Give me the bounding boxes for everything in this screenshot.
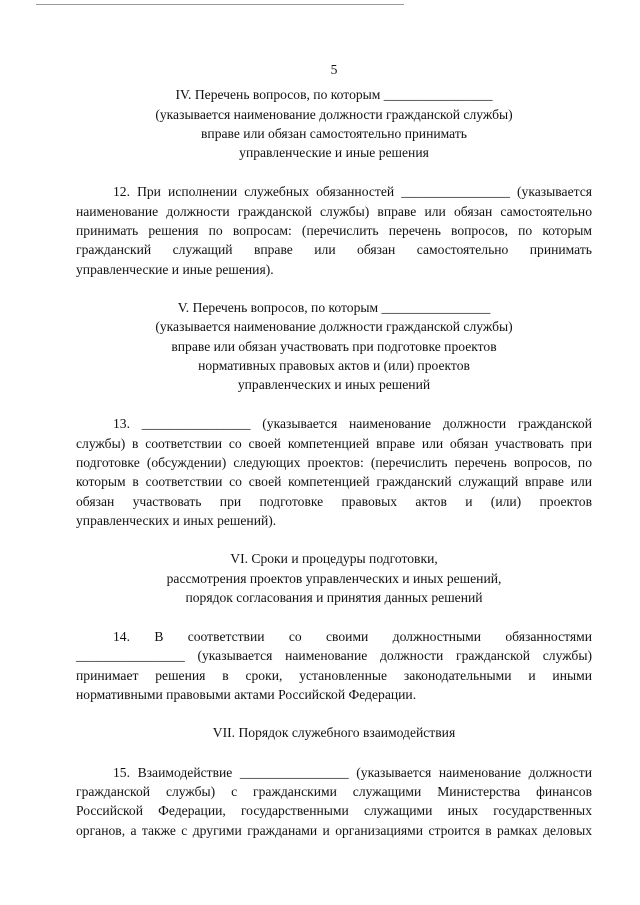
paragraph-line: 13. ________________ (указывается наименование должности гражданской: [113, 416, 592, 432]
paragraph-line: гражданский служащий вправе или обязан самостоятельно принимать: [76, 242, 592, 258]
paragraph-13: [76, 414, 592, 530]
heading-line: порядок согласования и принятия данных решений: [185, 589, 483, 605]
section-iv-heading: [76, 85, 592, 162]
paragraph-line: Российской Федерации, государственными служащими иных государственных: [76, 803, 592, 819]
paragraph-line: ________________ (указывается наименование должности гражданской службы): [76, 648, 592, 664]
paragraph-line: 12. При исполнении служебных обязанностей ________________ (указывается: [113, 184, 592, 200]
heading-line: управленческие и иные решения: [239, 145, 429, 161]
section-vi-heading: [76, 549, 592, 607]
heading-line: вправе или обязан самостоятельно принимать: [201, 125, 467, 141]
section-vii-heading: [76, 723, 592, 742]
heading-line: (указывается наименование должности гражданской службы): [155, 106, 513, 122]
heading-line: IV. Перечень вопросов, по которым ________________: [175, 87, 493, 103]
paragraph-line: управленческие и иные решения).: [76, 261, 274, 277]
paragraph-line: подготовке (обсуждении) следующих проектов: (перечислить перечень вопросов, по: [76, 455, 592, 471]
paragraph-line: гражданской службы) с гражданскими служащими Министерства финансов: [76, 783, 592, 799]
paragraph-line: принимать решения по вопросам: (перечислить перечень вопросов, по которым: [76, 223, 592, 239]
paragraph-line: службы) в соответствии со своей компетенцией вправе или обязан участвовать при: [76, 435, 592, 451]
paragraph-line: управленческих и иных решений).: [76, 512, 277, 528]
section-v-heading: [76, 298, 592, 394]
heading-line: VI. Сроки и процедуры подготовки,: [230, 551, 438, 567]
paragraph-line: наименование должности гражданской службы) вправе или обязан самостоятельно: [76, 203, 592, 219]
heading-line: управленческих и иных решений: [237, 377, 431, 393]
paragraph-14: [76, 627, 592, 704]
paragraph-line: органов, а также с другими гражданами и организациями строится в рамках деловых: [76, 822, 592, 838]
paragraph-line: принимает решения в сроки, установленные законодательными и иными: [76, 667, 592, 683]
page-number: 5: [330, 62, 338, 77]
paragraph-15: [76, 763, 592, 840]
heading-line: вправе или обязан участвовать при подготовке проектов: [171, 338, 497, 354]
paragraph-line: которым в соответствии со своей компетенцией гражданский служащий вправе или: [76, 474, 592, 490]
scan-edge-line: [36, 4, 404, 5]
paragraph-line: обязан участвовать при подготовке правовых актов и (или) проектов: [76, 493, 592, 509]
heading-line: V. Перечень вопросов, по которым ________________: [177, 299, 491, 315]
document-page: [76, 60, 592, 840]
heading-line: (указывается наименование должности гражданской службы): [155, 319, 513, 335]
paragraph-line: 14. В соответствии со своими должностными обязанностями: [113, 629, 592, 645]
heading-line: рассмотрения проектов управленческих и иных решений,: [166, 570, 502, 586]
paragraph-line: 15. Взаимодействие ________________ (указывается наименование должности: [113, 764, 592, 780]
paragraph-12: [76, 182, 592, 278]
heading-line: VII. Порядок служебного взаимодействия: [212, 725, 456, 741]
heading-line: нормативных правовых актов и (или) проектов: [198, 357, 470, 373]
paragraph-line: нормативными правовыми актами Российской Федерации.: [76, 687, 417, 703]
